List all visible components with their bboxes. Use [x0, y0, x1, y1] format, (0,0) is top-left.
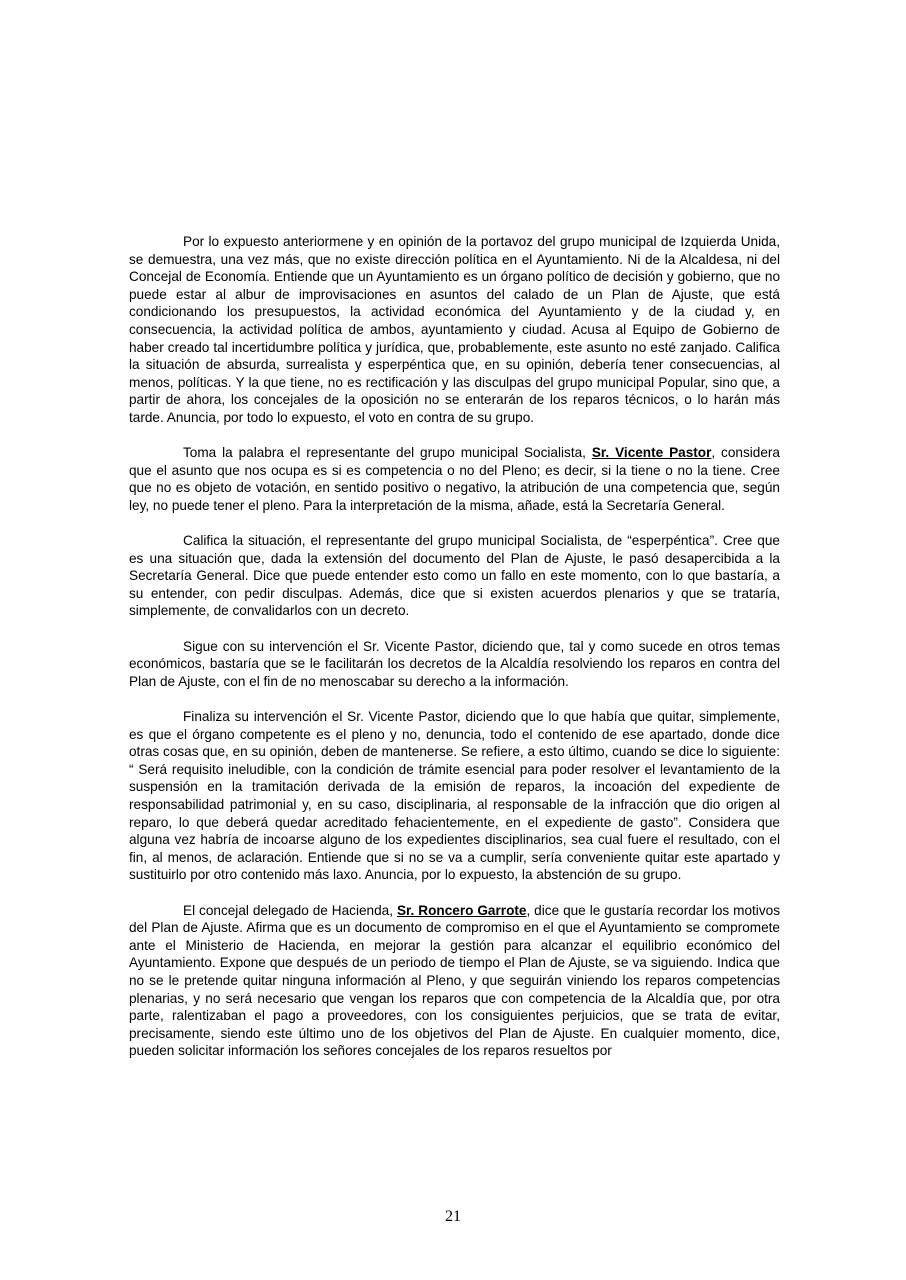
document-body [129, 233, 780, 1060]
paragraph [129, 902, 780, 1060]
paragraph-text: , considera que el asunto que nos ocupa es si es competencia o no del Pleno; es decir, si la tiene o no la tiene. Cree que no es objeto de votación, en sentido positivo o negativo, la atribución de una competencia que, según ley, no puede tener el pleno. Para la interpretación de la misma, añade, está la Secretaría General. [129, 445, 780, 513]
speaker-name: Sr. Vicente Pastor [591, 445, 712, 461]
paragraph [129, 444, 780, 514]
paragraph: Califica la situación, el representante del grupo municipal Socialista, de “esperpéntica”. Cree que es una situación que, dada la extensión del documento del Plan de Ajuste, le pasó desapercibida a la Secretaría General. Dice que puede entender esto como un fallo en este momento, con lo que bastaría, a su entender, con pedir disculpas. Además, dice que si existen acuerdos plenarios y que se trataría, simplemente, de convalidarlos con un decreto. [129, 533, 780, 619]
paragraph: Por lo expuesto anteriormene y en opinión de la portavoz del grupo municipal de Izquierda Unida, se demuestra, una vez más, que no existe dirección política en el Ayuntamiento. Ni de la Alcaldesa, ni del Concejal de Economía. Entiende que un Ayuntamiento es un órgano político de decisión y gobierno, que no puede estar al albur de improvisaciones en asuntos del calado de un Plan de Ajuste, que está condicionando los presupuestos, la actividad económica del Ayuntamiento y de la ciudad y, en consecuencia, la actividad política de ambos, ayuntamiento y ciudad. Acusa al Equipo de Gobierno de haber creado tal incertidumbre política y jurídica, que, probablemente, este asunto no esté zanjado. Califica la situación de absurda, surrealista y esperpéntica que, en su opinión, debería tener consecuencias, al menos, políticas. Y la que tiene, no es rectificación y las disculpas del grupo municipal Popular, sino que, a partir de ahora, los concejales de la oposición no se enterarán de los reparos técnicos, o lo harán más tarde. Anuncia, por todo lo expuesto, el voto en contra de su grupo. [129, 234, 780, 425]
paragraph-text: , dice que le gustaría recordar los motivos del Plan de Ajuste. Afirma que es un documento de compromiso en el que el Ayuntamiento se compromete ante el Ministerio de Hacienda, en mejorar la gestión para alcanzar el equilibrio económico del Ayuntamiento. Expone que después de un periodo de tiempo el Plan de Ajuste, se va siguiendo. Indica que no se le pretende quitar ninguna información al Pleno, y que seguirán viniendo los reparos competencias plenarias, y no será necesario que vengan los reparos que con competencia de la Alcaldía que, por otra parte, ralentizaban el pago a proveedores, con los consiguientes perjuicios, que se trata de evitar, precisamente, siendo este último uno de los objetivos del Plan de Ajuste. En cualquier momento, dice, pueden solicitar información los señores concejales de los reparos resueltos por [129, 902, 780, 1059]
page-number: 21 [445, 1208, 461, 1225]
speaker-name: Sr. Roncero Garrote [396, 902, 527, 918]
paragraph: Finaliza su intervención el Sr. Vicente Pastor, diciendo que lo que había que quitar, simplemente, es que el órgano competente es el pleno y no, denuncia, todo el contenido de ese apartado, donde dice otras cosas que, en su opinión, deben de mantenerse. Se refiere, a esto último, cuando se dice lo siguiente: “ Será requisito ineludible, con la condición de trámite esencial para poder resolver el levantamiento de la suspensión en la tramitación derivada de la emisión de reparos, la incoación del expediente de responsabilidad patrimonial y, en su caso, disciplinaria, al responsable de la infracción que dio origen al reparo, lo que deberá quedar acreditado fehacientemente, en el expediente de gasto”. Considera que alguna vez habría de incoarse alguno de los expedientes disciplinarios, sea cual fuere el resultado, con el fin, al menos, de aclaración. Entiende que si no se va a cumplir, sería conveniente quitar este apartado y sustituirlo por otro contenido más laxo. Anuncia, por lo expuesto, la abstención de su grupo. [129, 709, 780, 883]
paragraph-text: Toma la palabra el representante del grupo municipal Socialista, [183, 445, 592, 461]
paragraph-text: El concejal delegado de Hacienda, [183, 902, 397, 918]
paragraph: Sigue con su intervención el Sr. Vicente Pastor, diciendo que, tal y como sucede en otros temas económicos, bastaría que se le facilitarán los decretos de la Alcaldía resolviendo los reparos en contra del Plan de Ajuste, con el fin de no menoscabar su derecho a la información. [129, 638, 780, 689]
